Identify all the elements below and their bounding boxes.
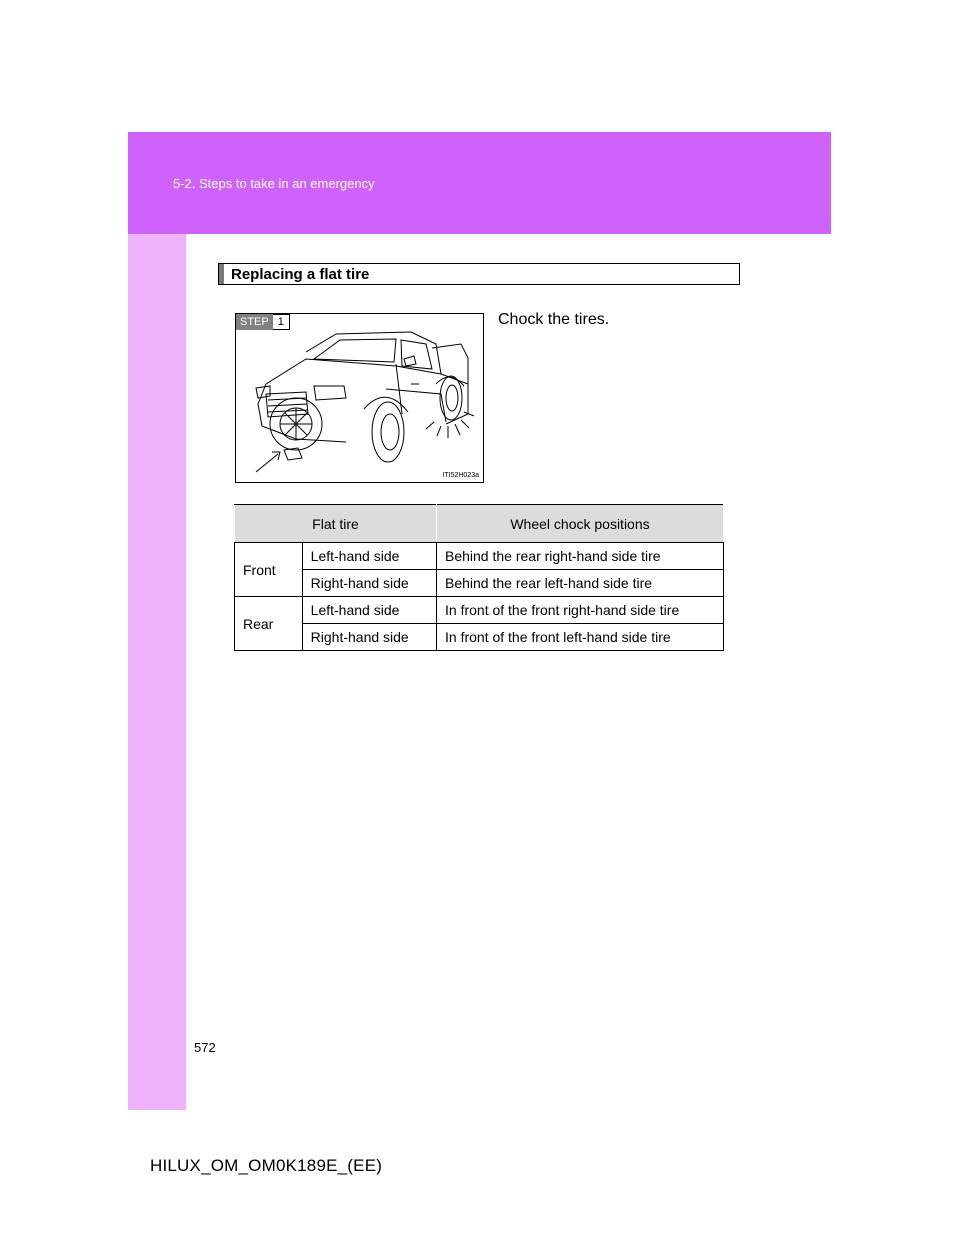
step-word: STEP	[236, 314, 273, 330]
step-number: 1	[273, 314, 290, 330]
table-row	[235, 624, 724, 651]
group-label-rear: Rear	[235, 597, 303, 651]
side-cell: Left-hand side	[302, 543, 436, 570]
position-cell: In front of the front right-hand side tire	[437, 597, 724, 624]
side-band	[128, 234, 186, 1110]
group-label-front: Front	[235, 543, 303, 597]
header-wheel-chock: Wheel chock positions	[437, 505, 724, 543]
wheel-chock-table	[234, 504, 724, 651]
step-badge	[236, 314, 290, 330]
header-flat-tire: Flat tire	[235, 505, 437, 543]
truck-illustration	[235, 313, 484, 483]
heading-bar	[219, 264, 224, 284]
instruction-text: Chock the tires.	[498, 311, 610, 328]
truck-drawing	[236, 314, 483, 482]
table-row	[235, 597, 724, 624]
table-row	[235, 543, 724, 570]
figure-code: ITI52H023a	[442, 472, 479, 479]
table-header-row	[235, 505, 724, 543]
section-heading	[218, 263, 740, 285]
position-cell: Behind the rear left-hand side tire	[437, 570, 724, 597]
side-cell: Right-hand side	[302, 570, 436, 597]
position-cell: Behind the rear right-hand side tire	[437, 543, 724, 570]
table-row	[235, 570, 724, 597]
footer-code: HILUX_OM_OM0K189E_(EE)	[150, 1156, 383, 1175]
section-label: 5-2. Steps to take in an emergency	[173, 176, 375, 191]
page-number: 572	[194, 1040, 216, 1055]
position-cell: In front of the front left-hand side tire	[437, 624, 724, 651]
side-cell: Left-hand side	[302, 597, 436, 624]
heading-text: Replacing a flat tire	[231, 266, 370, 283]
side-cell: Right-hand side	[302, 624, 436, 651]
